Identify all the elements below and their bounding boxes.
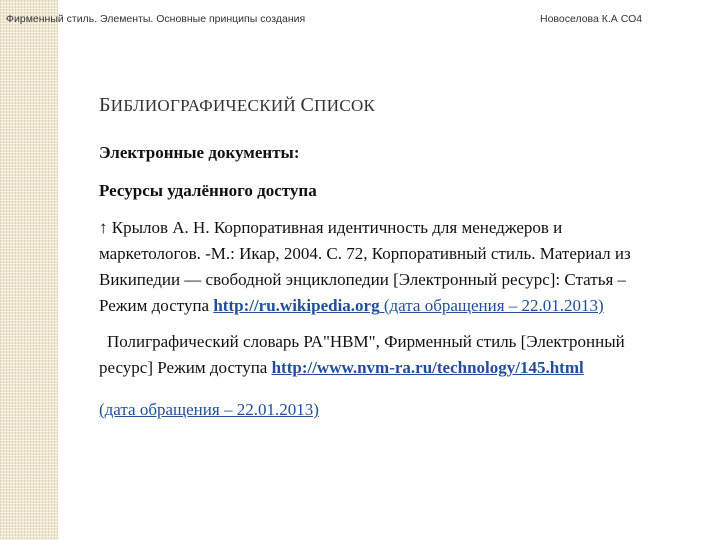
access-mode-label: Режим доступа <box>99 296 214 315</box>
reference-2-date <box>99 397 624 423</box>
access-date: (дата обращения – 22.01.2013) <box>99 400 319 419</box>
title-initial: Б <box>99 94 111 116</box>
title-initial-2: С <box>300 94 315 116</box>
decorative-side-strip <box>0 0 58 540</box>
access-mode-label: ресурс] Режим доступа <box>99 358 272 377</box>
reference-1 <box>99 215 631 319</box>
reference-1-line: маркетологов. -М.: Икар, 2004. С. 72, Корпоративный стиль. Материал из <box>99 244 631 263</box>
wikipedia-link[interactable]: http://ru.wikipedia.org <box>213 296 380 315</box>
reference-1-line <box>99 293 624 319</box>
reference-1-line: Википедии — свободной энциклопедии [Электронный ресурс]: Статья – <box>99 270 627 289</box>
reference-1-line: ↑ Крылов А. Н. Корпоративная идентичность для менеджеров и <box>99 218 563 237</box>
header-author: Новоселова К.А СО4 <box>540 13 643 25</box>
title-word-1: ИБЛИОГРАФИЧЕСКИЙ <box>110 96 301 115</box>
section-heading: Электронные документы: <box>99 143 300 162</box>
title-word-2: ПИСОК <box>314 96 376 115</box>
reference-2-line: Полиграфический словарь РА"НВМ", Фирменный стиль [Электронный <box>107 332 625 351</box>
subsection-heading: Ресурсы удалённого доступа <box>99 181 317 200</box>
header-topic: Фирменный стиль. Элементы. Основные принципы создания <box>6 13 306 25</box>
nvm-ra-link[interactable]: http://www.nvm-ra.ru/technology/145.html <box>271 358 584 377</box>
slide-title <box>99 94 375 117</box>
access-date: (дата обращения – 22.01.2013) <box>379 296 604 315</box>
reference-2 <box>99 329 632 381</box>
reference-2-line <box>99 355 632 381</box>
